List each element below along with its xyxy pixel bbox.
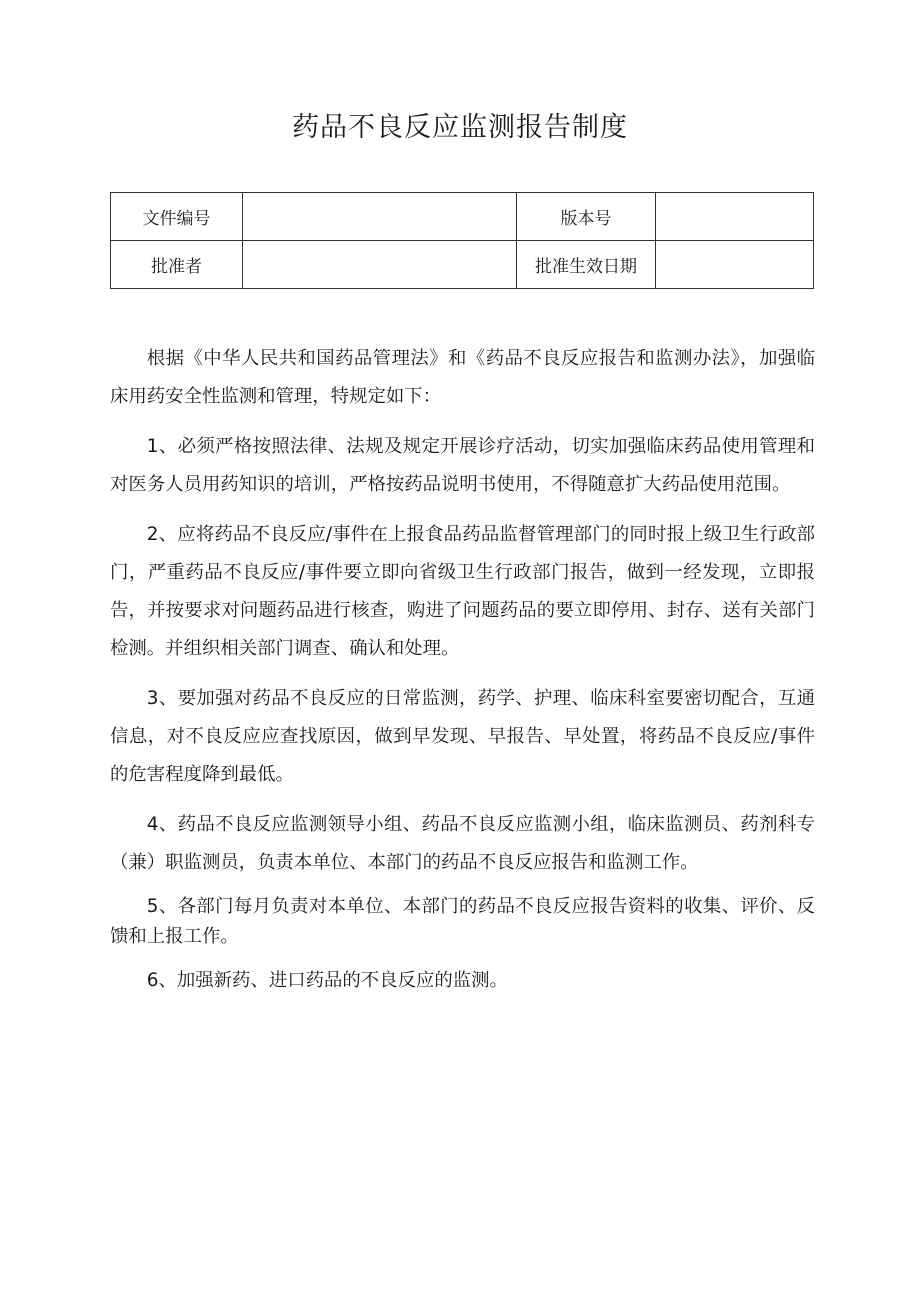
rule-item-4: 4、药品不良反应监测领导小组、药品不良反应监测小组，临床监测员、药剂科专（兼）职监测员，负责本单位、本部门的药品不良反应报告和监测工作。 bbox=[110, 814, 815, 873]
approver-value bbox=[243, 241, 517, 289]
file-number-label: 文件编号 bbox=[111, 193, 243, 241]
meta-row-approval bbox=[111, 241, 814, 289]
rule-item-6: 6、加强新药、进口药品的不良反应的监测。 bbox=[146, 970, 508, 991]
document-title: 药品不良反应监测报告制度 bbox=[292, 112, 628, 143]
version-label: 版本号 bbox=[517, 193, 656, 241]
approver-label: 批准者 bbox=[111, 241, 243, 289]
effective-date-value bbox=[656, 241, 814, 289]
document-meta-table bbox=[110, 192, 814, 289]
document-body bbox=[110, 340, 815, 1000]
file-number-value bbox=[243, 193, 517, 241]
rule-item-1: 1、必须严格按照法律、法规及规定开展诊疗活动，切实加强临床药品使用管理和对医务人员用药知识的培训，严格按药品说明书使用，不得随意扩大药品使用范围。 bbox=[110, 436, 815, 495]
intro-paragraph: 根据《中华人民共和国药品管理法》和《药品不良反应报告和监测办法》，加强临床用药安全性监测和管理，特规定如下： bbox=[110, 348, 815, 407]
rule-item-3: 3、要加强对药品不良反应的日常监测，药学、护理、临床科室要密切配合，互通信息，对不良反应应查找原因，做到早发现、早报告、早处置，将药品不良反应/事件的危害程度降到最低。 bbox=[110, 688, 815, 785]
rule-item-5: 5、各部门每月负责对本单位、本部门的药品不良反应报告资料的收集、评价、反馈和上报工作。 bbox=[110, 896, 815, 947]
meta-row-file bbox=[111, 193, 814, 241]
version-value bbox=[656, 193, 814, 241]
rule-item-2: 2、应将药品不良反应/事件在上报食品药品监督管理部门的同时报上级卫生行政部门，严重药品不良反应/事件要立即向省级卫生行政部门报告，做到一经发现，立即报告，并按要求对问题药品进行核查，购进了问题药品的要立即停用、封存、送有关部门检测。并组织相关部门调查、确认和处理。 bbox=[110, 524, 815, 659]
effective-date-label: 批准生效日期 bbox=[517, 241, 656, 289]
